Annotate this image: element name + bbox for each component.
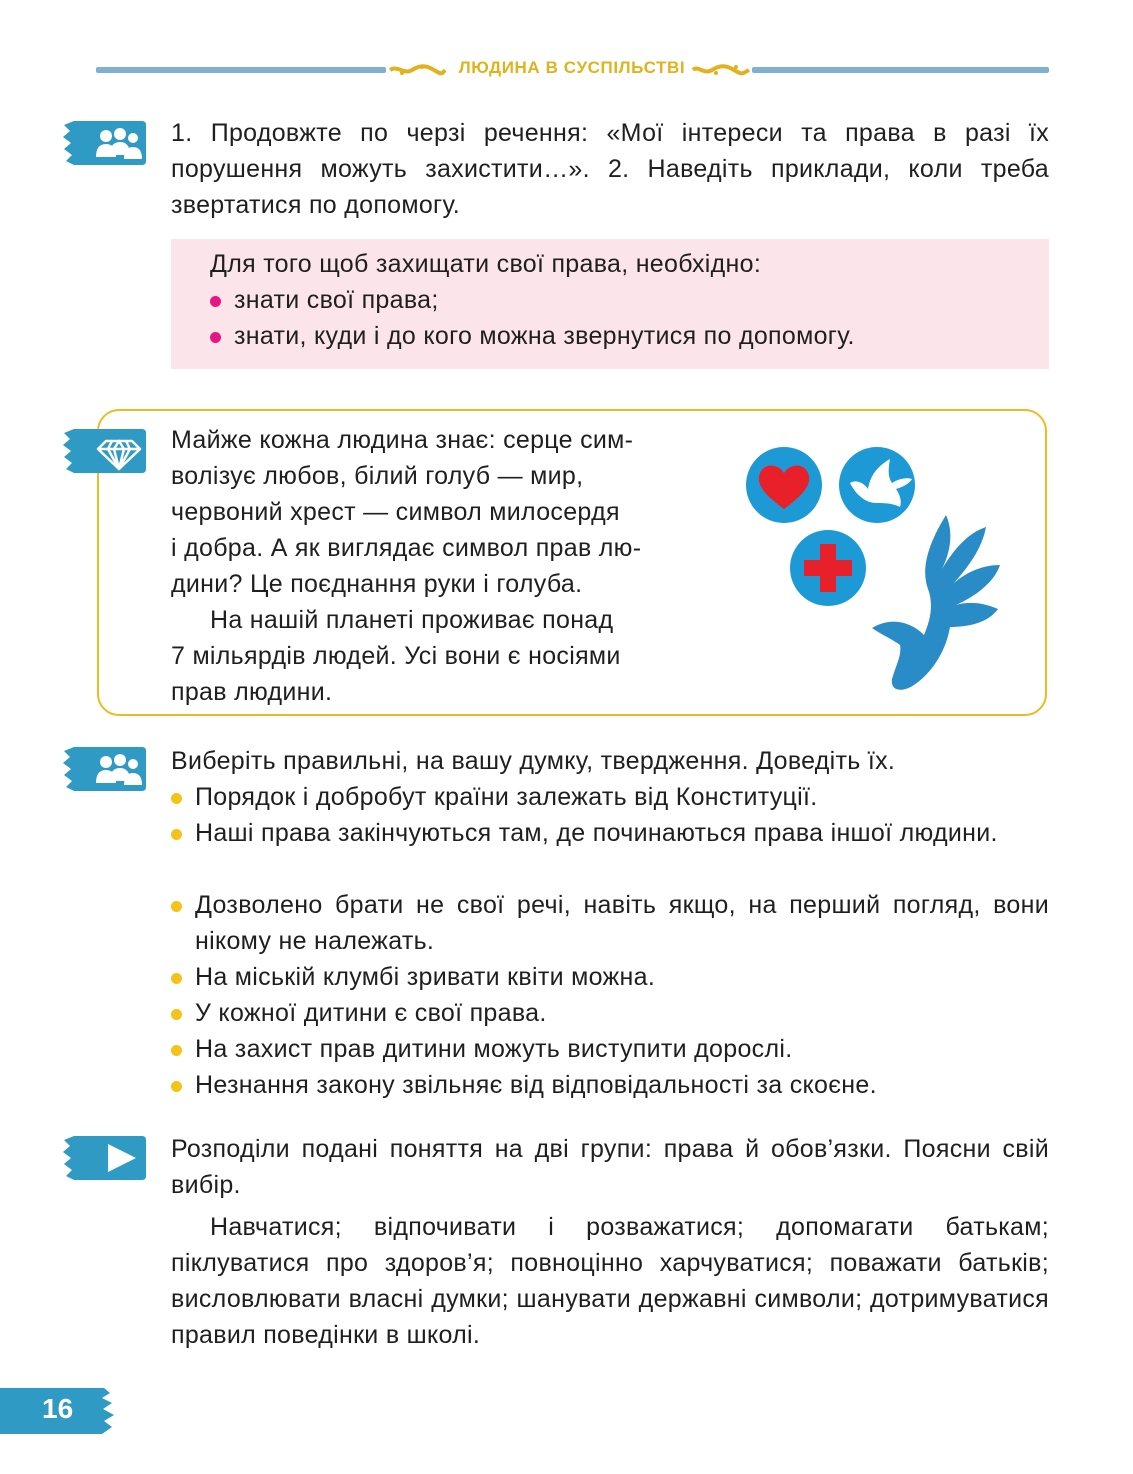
statement-item: У кожної дитини є свої права.: [195, 999, 547, 1027]
statement-item: На захист прав дитини можуть виступити дорослі.: [195, 1035, 793, 1063]
group-discussion-icon: [62, 117, 148, 169]
statement-item: Наші права закінчуються там, де починаються права іншої людини.: [195, 819, 998, 847]
info-line: червоний хрест — символ милосердя: [171, 498, 620, 526]
note-intro: Для того щоб захищати свої права, необхідно:: [210, 250, 762, 278]
bullet: [171, 793, 182, 804]
heart-symbol: [746, 447, 822, 523]
header-rule-right: [752, 67, 1049, 73]
statement-item: На міській клумбі зривати квіти можна.: [195, 963, 656, 991]
play-icon: [62, 1132, 148, 1184]
bullet: [171, 829, 182, 840]
info-line: волізує любов, білий голуб — мир,: [171, 462, 584, 490]
info-line: і добра. А як виглядає символ прав лю-: [171, 534, 642, 562]
bullet: [171, 973, 182, 984]
task3-body: Навчатися; відпочивати і розважатися; допомагати батькам; піклуватися про здоров’я; повноцінно харчуватися; поважати батьків; висловлювати власні думки; шанувати державні символи; дотримуватися правил поведінки в школі.: [171, 1213, 1049, 1349]
statement-item: Дозволено брати не свої речі, навіть якщо, на перший погляд, вони нікому не належать.: [195, 891, 1049, 955]
info-line: прав людини.: [171, 678, 333, 706]
bullet: [171, 1081, 182, 1092]
page-number: 16: [42, 1393, 74, 1424]
info-line: 7 мільярдів людей. Усі вони є носіями: [171, 642, 621, 670]
note-item: знати, куди і до кого можна звернутися по допомогу.: [234, 322, 855, 350]
bullet: [171, 1045, 182, 1056]
white-dove-symbol: [839, 447, 915, 523]
statement-item: Незнання закону звільняє від відповідальності за скоєне.: [195, 1071, 877, 1099]
header-title: ЛЮДИНА В СУСПІЛЬСТВІ: [458, 58, 686, 77]
task2-intro: Виберіть правильні, на вашу думку, твердження. Доведіть їх.: [171, 747, 896, 775]
header-ornament-right: [692, 62, 750, 78]
info-line: На нашій планеті проживає понад: [210, 606, 614, 634]
header-rule-left: [96, 67, 386, 73]
header-ornament-left: [388, 62, 446, 78]
bullet: [171, 1009, 182, 1020]
task1-text: 1. Продовжте по черзі речення: «Мої інтереси та права в разі їх порушення можуть захистити…». 2. Наведіть приклади, коли треба звертатися по допомогу.: [171, 119, 1049, 219]
task3-intro: Розподіли подані поняття на дві групи: права й обов’язки. Поясни свій вибір.: [171, 1135, 1049, 1199]
human-rights-hand-dove-symbol: [872, 515, 1000, 690]
bullet: [171, 901, 182, 912]
bullet: [210, 332, 221, 343]
symbols-illustration: [742, 445, 1032, 695]
note-item: знати свої права;: [234, 286, 439, 314]
info-line: Майже кожна людина знає: серце сим-: [171, 426, 634, 454]
info-line: дини? Це поєднання руки і голуба.: [171, 570, 583, 598]
red-cross-symbol: [790, 530, 866, 606]
diamond-icon: [62, 425, 148, 477]
bullet: [210, 296, 221, 307]
statement-item: Порядок і добробут країни залежать від Конституції.: [195, 783, 818, 811]
group-discussion-icon: [62, 743, 148, 795]
